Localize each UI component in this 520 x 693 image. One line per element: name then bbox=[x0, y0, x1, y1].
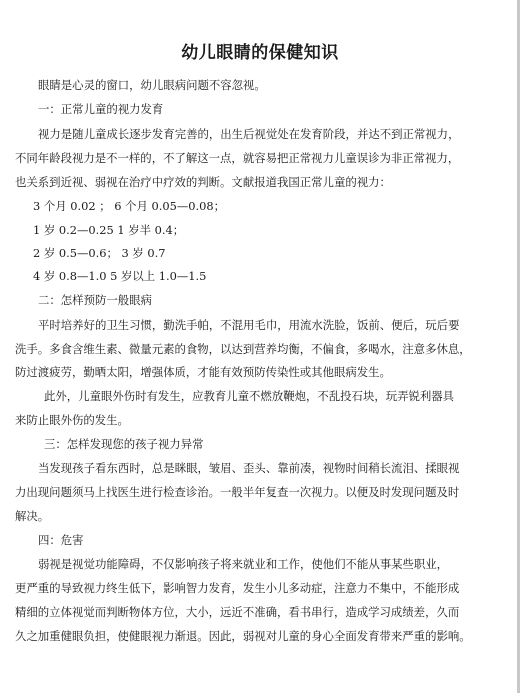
section-heading-vision-development: 一：正常儿童的视力发育 bbox=[38, 102, 164, 116]
paragraph-line: 视力是随儿童成长逐步发育完善的，出生后视觉处在发育阶段，并达不到正常视力， bbox=[38, 127, 460, 141]
intro-text: 眼睛是心灵的窗口，幼儿眼病问题不容忽视。 bbox=[38, 78, 266, 92]
paragraph-line: 此外，儿童眼外伤时有发生，应教育儿童不燃放鞭炮，不乱投石块，玩弄锐利器具 bbox=[44, 389, 455, 403]
section-heading-prevention: 二：怎样预防一般眼病 bbox=[38, 293, 152, 307]
age-vision-row: 3 个月 0.02 ； 6 个月 0.05—0.08； bbox=[33, 199, 226, 213]
paragraph-line: 平时培养好的卫生习惯，勤洗手帕，不混用毛巾，用流水洗脸，饭前、便后，玩后要 bbox=[38, 318, 460, 332]
paragraph-line: 更严重的导致视力终生低下，影响智力发育，发生小儿多动症，注意力不集中，不能形成 bbox=[15, 581, 460, 595]
paragraph-line: 洗手。多食含维生素、微量元素的食物，以达到营养均衡，不偏食，多喝水，注意多休息， bbox=[15, 342, 471, 356]
paragraph-line: 不同年龄段视力是不一样的，不了解这一点，就容易把正常视力儿童误诊为非正常视力， bbox=[15, 151, 460, 165]
paragraph-line: 力出现问题须马上找医生进行检查诊治。一般半年复查一次视力。以便及时发现问题及时 bbox=[15, 485, 460, 499]
paragraph-line: 防过渡疲劳，勤晒太阳，增强体质，才能有效预防传染性或其他眼病发生。 bbox=[15, 365, 391, 379]
paragraph-line: 弱视是视觉功能障碍，不仅影响孩子将来就业和工作，使他们不能从事某些职业， bbox=[38, 557, 449, 571]
age-vision-row: 1 岁 0.2—0.25 1 岁半 0.4； bbox=[33, 223, 185, 237]
page-title: 幼儿眼睛的保健知识 bbox=[181, 43, 339, 63]
paragraph-line: 久之加重健眼负担，使健眼视力渐退。因此，弱视对儿童的身心全面发育带来严重的影响。 bbox=[15, 629, 471, 643]
paragraph-line: 也关系到近视、弱视在治疗中疗效的判断。文献报道我国正常儿童的视力： bbox=[15, 175, 391, 189]
paragraph-line: 精细的立体视觉而判断物体方位，大小，远近不准确，看书串行，造成学习成绩差，久而 bbox=[15, 605, 460, 619]
section-heading-harm: 四：危害 bbox=[38, 533, 84, 547]
paragraph-line: 当发现孩子看东西时，总是眯眼，皱眉、歪头、靠前凑，视物时间稍长流泪、揉眼视 bbox=[38, 461, 460, 475]
paragraph-line: 来防止眼外伤的发生。 bbox=[15, 413, 129, 427]
paragraph-line: 解决。 bbox=[15, 509, 50, 523]
age-vision-row: 4 岁 0.8—1.0 5 岁以上 1.0—1.5 bbox=[33, 269, 207, 283]
section-heading-detection: 三：怎样发现您的孩子视力异常 bbox=[44, 437, 204, 451]
age-vision-row: 2 岁 0.5—0.6； 3 岁 0.7 bbox=[33, 246, 166, 260]
